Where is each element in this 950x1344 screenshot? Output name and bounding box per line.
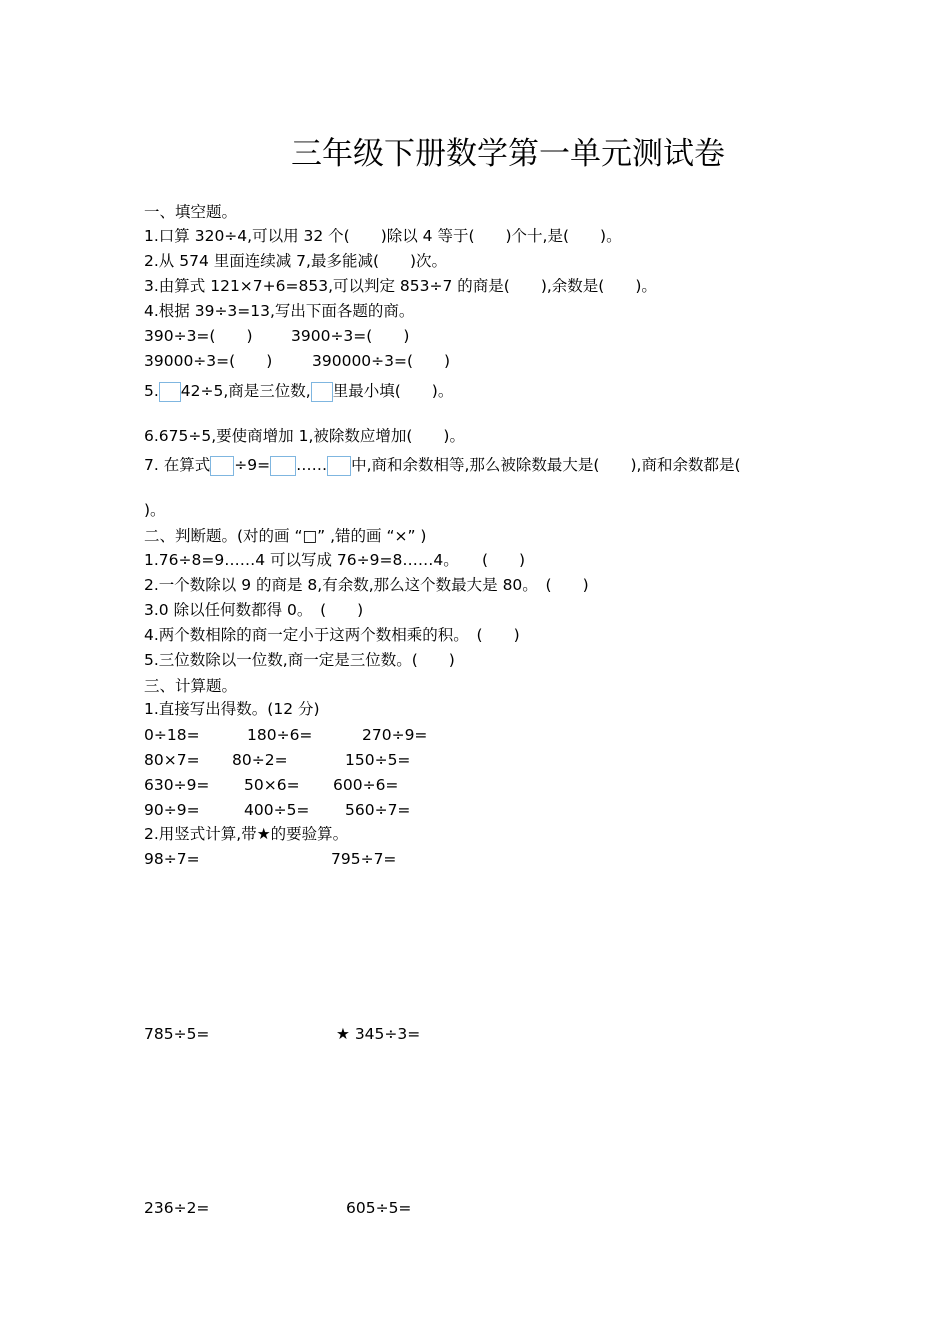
- answer-box[interactable]: [210, 456, 234, 476]
- oral-item: 400÷5=: [244, 801, 310, 819]
- question-2-4: 4.两个数相除的商一定小于这两个数相乘的积。 ( ): [144, 626, 520, 644]
- section-3-heading: 三、计算题。: [144, 677, 238, 695]
- oral-item: 150÷5=: [345, 751, 411, 769]
- answer-box[interactable]: [311, 382, 333, 402]
- question-1-5-suffix: 里最小填( )。: [332, 382, 454, 400]
- question-2-1: 1.76÷8=9……4 可以写成 76÷9=8……4。 ( ): [144, 551, 526, 569]
- question-1-7-suffix: 中,商和余数相等,那么被除数最大是( ),商和余数都是(: [351, 456, 741, 474]
- oral-item: 600÷6=: [333, 776, 399, 794]
- question-1-6: 6.675÷5,要使商增加 1,被除数应增加( )。: [144, 427, 465, 445]
- question-1-2: 2.从 574 里面连续减 7,最多能减( )次。: [144, 252, 448, 270]
- answer-box[interactable]: [159, 382, 181, 402]
- section-1-heading: 一、填空题。: [144, 203, 238, 221]
- question-1-5-middle: 42÷5,商是三位数,: [180, 382, 311, 400]
- vertical-item: 605÷5=: [346, 1199, 412, 1217]
- vertical-item: 236÷2=: [144, 1199, 210, 1217]
- question-1-7-ellipsis: ……: [296, 456, 328, 474]
- question-1-5: [144, 381, 453, 402]
- question-3-2: 2.用竖式计算,带★的要验算。: [144, 825, 349, 843]
- oral-item: 50×6=: [244, 776, 300, 794]
- question-2-3: 3.0 除以任何数都得 0。 ( ): [144, 601, 364, 619]
- oral-item: 0÷18=: [144, 726, 200, 744]
- question-1-4: 4.根据 39÷3=13,写出下面各题的商。: [144, 302, 415, 320]
- question-1-7-div: ÷9=: [234, 456, 271, 474]
- question-2-5: 5.三位数除以一位数,商一定是三位数。( ): [144, 651, 455, 669]
- question-1-4d: 390000÷3=( ): [312, 352, 451, 370]
- oral-item: 80×7=: [144, 751, 200, 769]
- oral-item: 80÷2=: [232, 751, 288, 769]
- question-2-2: 2.一个数除以 9 的商是 8,有余数,那么这个数最大是 80。 ( ): [144, 576, 589, 594]
- answer-box[interactable]: [327, 456, 351, 476]
- oral-item: 560÷7=: [345, 801, 411, 819]
- oral-item: 630÷9=: [144, 776, 210, 794]
- question-1-4c: 39000÷3=( ): [144, 352, 273, 370]
- question-1-1: 1.口算 320÷4,可以用 32 个( )除以 4 等于( )个十,是( )。: [144, 227, 622, 245]
- oral-item: 270÷9=: [362, 726, 428, 744]
- answer-box[interactable]: [270, 456, 296, 476]
- vertical-item: 795÷7=: [331, 850, 397, 868]
- question-1-7: [144, 455, 741, 476]
- section-2-heading: 二、判断题。(对的画 “□” ,错的画 “×” ): [144, 527, 427, 545]
- oral-item: 180÷6=: [247, 726, 313, 744]
- question-3-1: 1.直接写出得数。(12 分): [144, 700, 320, 718]
- question-1-7-prefix: 7. 在算式: [144, 456, 211, 474]
- vertical-item: 785÷5=: [144, 1025, 210, 1043]
- question-1-4a: 390÷3=( ): [144, 327, 253, 345]
- oral-item: 90÷9=: [144, 801, 200, 819]
- vertical-item: ★ 345÷3=: [336, 1025, 421, 1043]
- page-title: 三年级下册数学第一单元测试卷: [291, 136, 725, 172]
- question-1-5-prefix: 5.: [144, 382, 159, 400]
- question-1-7-end: )。: [144, 501, 166, 519]
- vertical-item: 98÷7=: [144, 850, 200, 868]
- question-1-4b: 3900÷3=( ): [291, 327, 410, 345]
- question-1-3: 3.由算式 121×7+6=853,可以判定 853÷7 的商是( ),余数是( )。: [144, 277, 657, 295]
